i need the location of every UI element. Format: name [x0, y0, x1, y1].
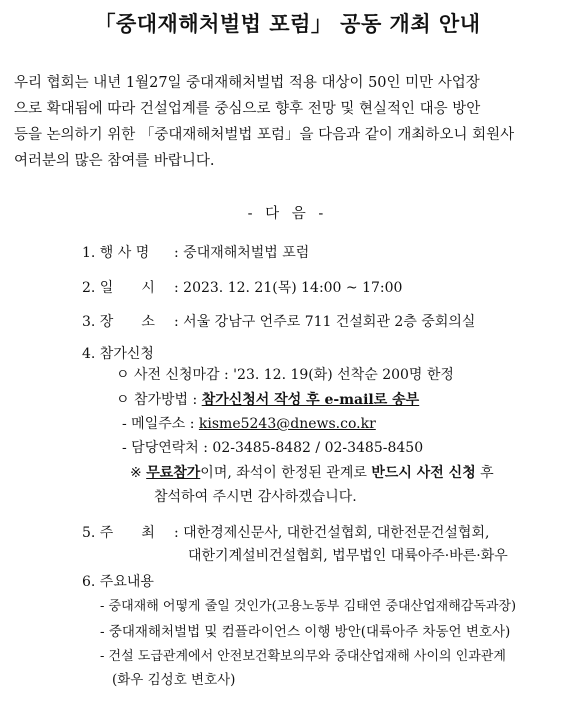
note-free: 무료참가	[146, 465, 201, 481]
host-value-line2: 대한기계설비건설협회, 법무법인 대륙아주·바른·화우	[188, 548, 508, 564]
note-mark: ※	[130, 465, 147, 481]
section-divider-heading: - 다 음 -	[247, 206, 328, 222]
date-value: : 2023. 12. 21(목) 14:00 ~ 17:00	[174, 280, 403, 296]
intro-paragraph	[14, 70, 566, 174]
event-name-value: : 중대재해처벌법 포럼	[174, 245, 310, 261]
email-line	[122, 414, 376, 434]
registration-label: 4. 참가신청	[82, 346, 154, 362]
note-mid: 이며, 좌석이 한정된 관계로	[200, 465, 372, 481]
email-prefix: - 메일주소 :	[122, 416, 199, 432]
email-link[interactable]: kisme5243@dnews.co.kr	[198, 416, 376, 432]
document-title: 「중대재해처벌법 포럼」 공동 개최 안내	[94, 12, 481, 36]
contact-line: - 담당연락처 : 02-3485-8482 / 02-3485-8450	[122, 440, 424, 456]
registration-note	[130, 463, 494, 483]
contents-item: - 건설 도급관계에서 안전보건확보의무와 중대산업재해 사이의 인과관계	[100, 649, 506, 664]
contents-item: - 중대재해처벌법 및 컴플라이언스 이행 방안(대륙아주 차동언 변호사)	[100, 624, 511, 640]
intro-line: 여러분의 많은 참여를 바랍니다.	[14, 153, 215, 169]
registration-deadline: ㅇ 사전 신청마감 : '23. 12. 19(화) 선착순 200명 한정	[116, 367, 454, 383]
registration-method-prefix: ㅇ 참가방법 :	[116, 392, 202, 408]
contents-item-speaker: (화우 김성호 변호사)	[112, 672, 236, 688]
event-name-label: 1. 행 사 명	[82, 245, 150, 261]
contents-label: 6. 주요내용	[82, 574, 154, 590]
note-bold: 반드시 사전 신청	[371, 465, 476, 481]
host-value-line1: : 대한경제신문사, 대한건설협회, 대한전문건설협회,	[174, 525, 490, 541]
place-label: 3. 장 소	[82, 314, 155, 330]
registration-method-value: 참가신청서 작성 후 e-mail로 송부	[201, 392, 420, 408]
intro-line: 으로 확대됨에 따라 건설업계를 중심으로 향후 전망 및 현실적인 대응 방안	[14, 101, 481, 117]
contents-item: - 중대재해 어떻게 줄일 것인가(고용노동부 김태연 중대산업재해감독과장)	[100, 599, 517, 614]
host-label: 5. 주 최	[82, 525, 155, 541]
place-value: : 서울 강남구 언주로 711 건설회관 2층 중회의실	[174, 314, 476, 330]
registration-note-line2: 참석하여 주시면 감사하겠습니다.	[154, 489, 357, 505]
note-end: 후	[475, 465, 494, 481]
registration-method	[116, 390, 419, 410]
intro-line: 우리 협회는 내년 1월27일 중대재해처벌법 적용 대상이 50인 미만 사업장	[14, 75, 480, 91]
date-label: 2. 일 시	[82, 280, 155, 296]
intro-line: 등을 논의하기 위한 「중대재해처벌법 포럼」을 다음과 같이 개최하오니 회원사	[14, 127, 515, 143]
